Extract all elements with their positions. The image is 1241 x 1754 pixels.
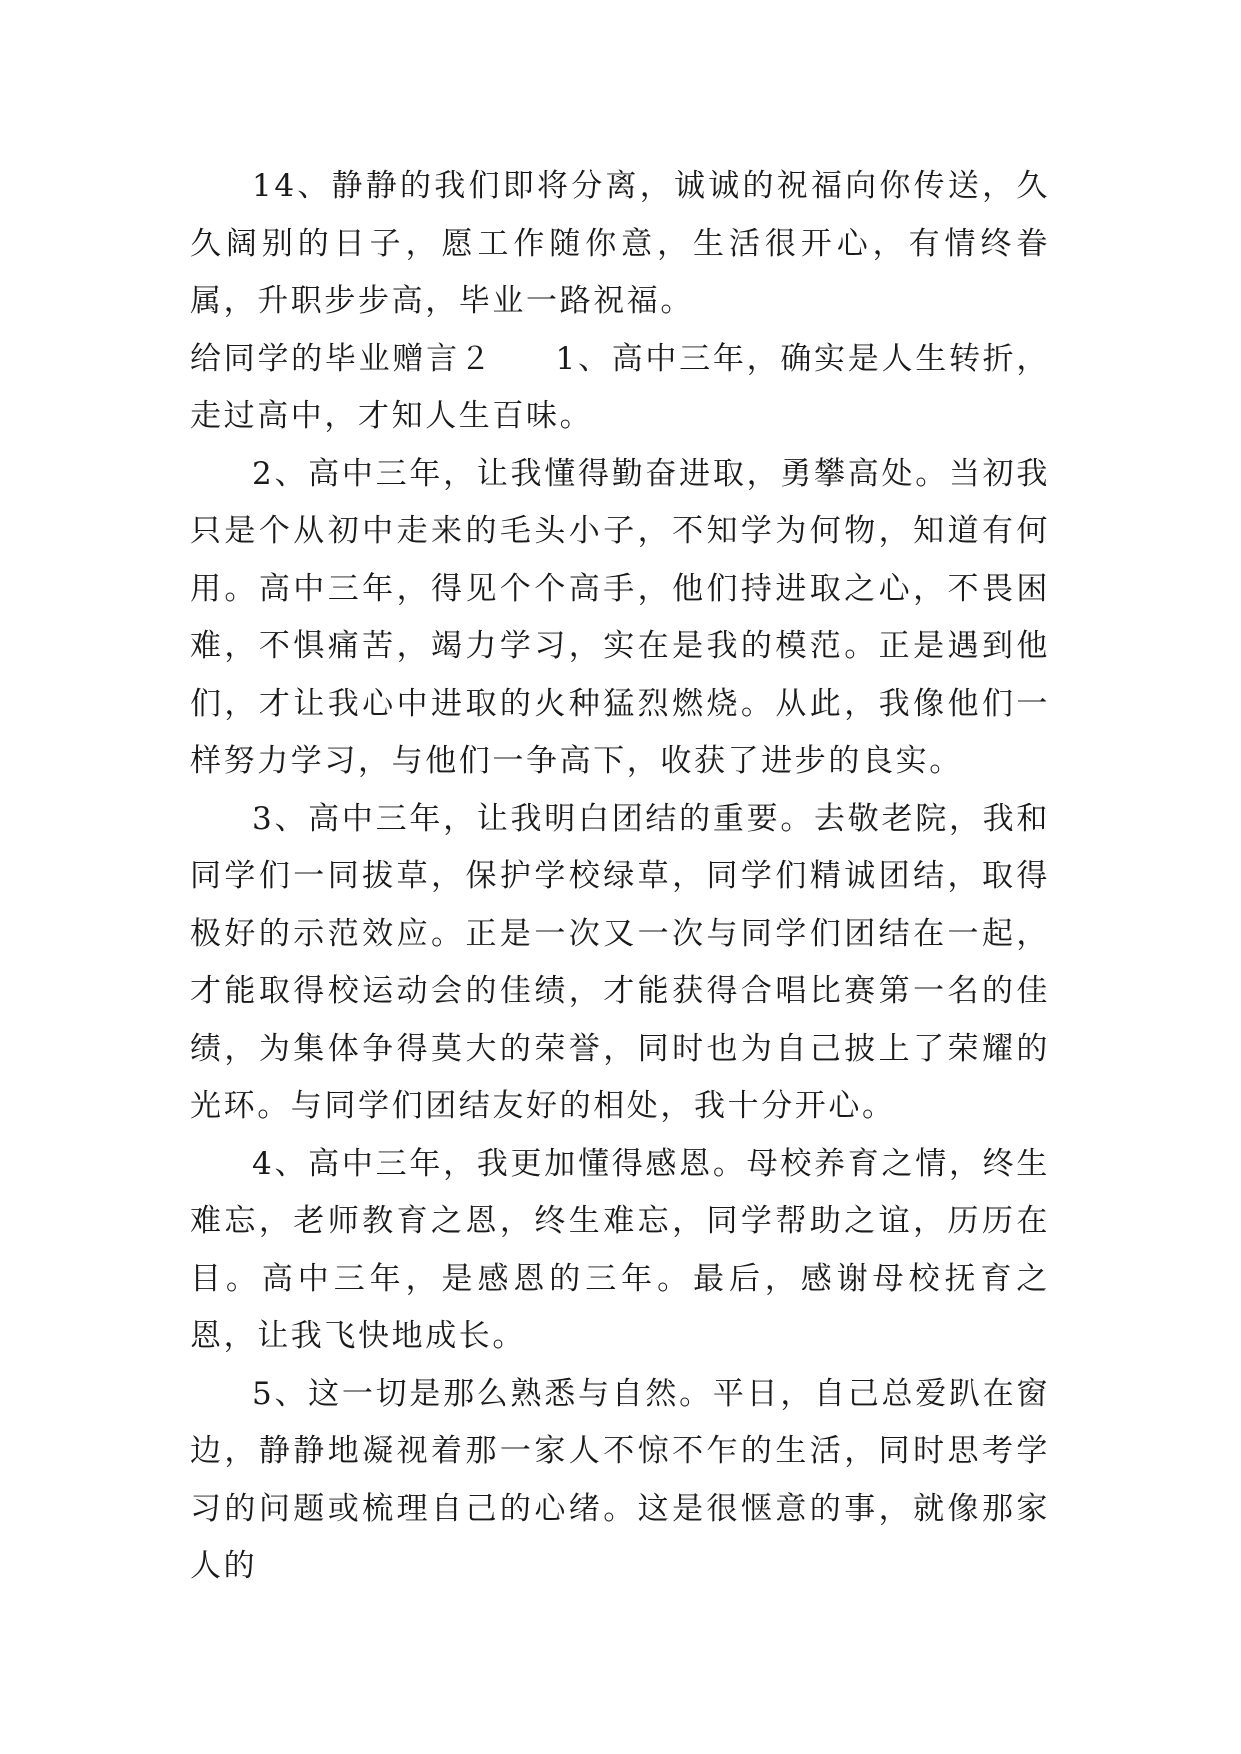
section-heading-line bbox=[190, 331, 1050, 446]
paragraph-5: 5、这一切是那么熟悉与自然。平日，自己总爱趴在窗边，静静地凝视着那一家人不惊不乍的生活，同时思考学习的问题或梳理自己的心绪。这是很惬意的事，就像那家人的 bbox=[190, 1375, 1050, 1584]
paragraph-4: 4、高中三年，我更加懂得感恩。母校养育之情，终生难忘，老师教育之恩，终生难忘，同学帮助之谊，历历在目。高中三年，是感恩的三年。最后，感谢母校抚育之恩，让我飞快地成长。 bbox=[190, 1145, 1050, 1354]
paragraph-1: 1、高中三年，确实是人生转折，走过高中，才知人生百味。 bbox=[190, 340, 1050, 434]
paragraph-14: 14、静静的我们即将分离，诚诚的祝福向你传送，久久阔别的日子，愿工作随你意，生活很开心，有情终眷属，升职步步高，毕业一路祝福。 bbox=[190, 168, 1050, 319]
paragraph-3: 3、高中三年，让我明白团结的重要。去敬老院，我和同学们一同拔草，保护学校绿草，同学们精诚团结，取得极好的示范效应。正是一次又一次与同学们团结在一起，才能取得校运动会的佳绩，才能获得合唱比赛第一名的佳绩，为集体争得莫大的荣誉，同时也为自己披上了荣耀的光环。与同学们团结友好的相处，我十分开心。 bbox=[190, 800, 1050, 1124]
paragraph-2: 2、高中三年，让我懂得勤奋进取，勇攀高处。当初我只是个从初中走来的毛头小子，不知学为何物，知道有何用。高中三年，得见个个高手，他们持进取之心，不畏困难，不惧痛苦，竭力学习，实在是我的模范。正是遇到他们，才让我心中进取的火种猛烈燃烧。从此，我像他们一样努力学习，与他们一争高下，收获了进步的良实。 bbox=[190, 455, 1050, 779]
document-page bbox=[190, 158, 1050, 1596]
section-title: 给同学的毕业赠言２ bbox=[190, 340, 494, 377]
